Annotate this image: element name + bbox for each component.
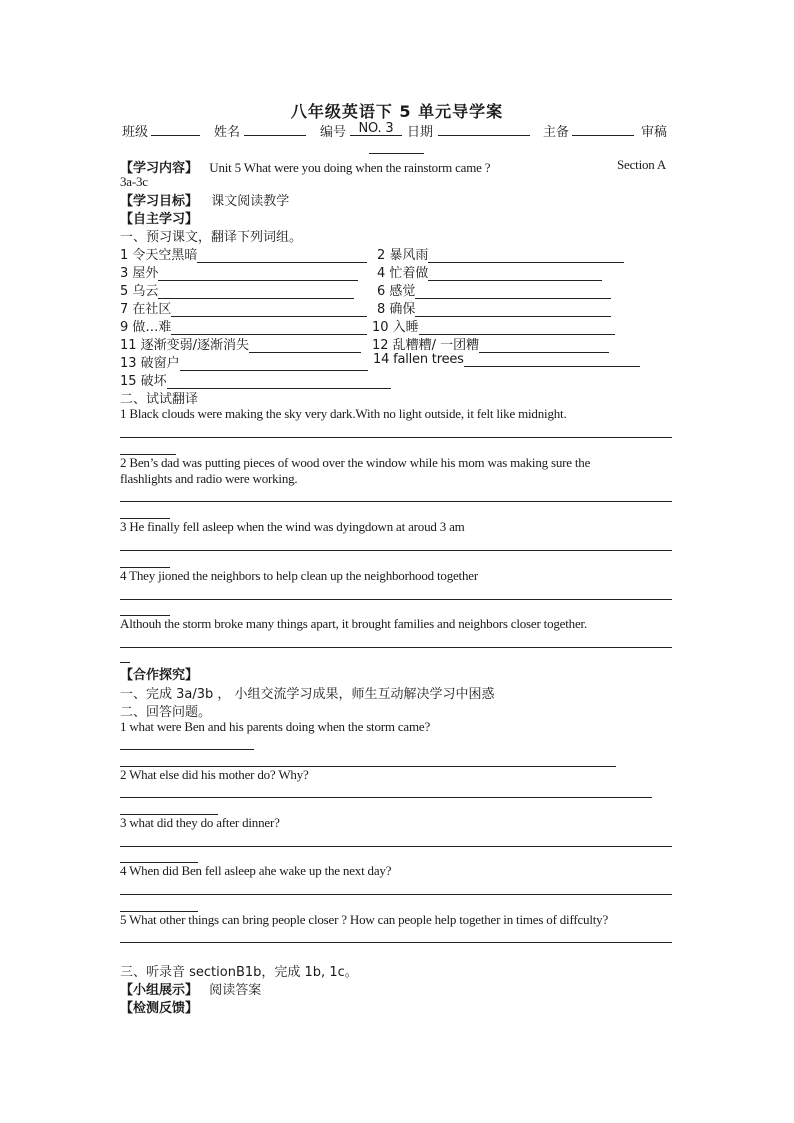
vocab-6: 6 感觉 xyxy=(377,280,611,299)
content-text: Unit 5 What were you doing when the rainstorm came ? xyxy=(209,160,491,175)
vocab-1: 1 令天空黑暗 xyxy=(120,244,367,263)
show-label: 【小组展示】 xyxy=(120,983,199,998)
vocab-7: 7 在社区 xyxy=(120,298,367,317)
goal-text: 课文阅读教学 xyxy=(211,194,290,209)
answer-line-4[interactable] xyxy=(120,599,672,600)
name-label: 姓名 xyxy=(214,125,241,140)
cooperation-label: 【合作探究】 xyxy=(120,668,199,683)
show-row xyxy=(120,979,261,998)
part2-title: 二、试试翻译 xyxy=(120,392,199,407)
preparer-label: 主备 xyxy=(543,125,570,140)
question-3: 3 what did they do after dinner? xyxy=(120,815,280,830)
sentence-2: 2 Ben’s dad was putting pieces of wood over the window while his mom was making sure the xyxy=(120,455,591,470)
self-study-label: 【自主学习】 xyxy=(120,212,199,227)
sentence-3: 3 He finally fell asleep when the wind was dyingdown at aroud 3 am xyxy=(120,519,465,534)
vocab-15-blank[interactable] xyxy=(167,376,391,389)
header-row xyxy=(122,121,682,141)
content-range: 3a-3c xyxy=(120,174,148,189)
preparer-blank[interactable] xyxy=(572,121,634,136)
content-row xyxy=(120,157,490,176)
reviewer-label: 审稿 xyxy=(641,125,668,140)
question-2: 2 What else did his mother do? Why? xyxy=(120,767,309,782)
content-section: Section A xyxy=(617,157,667,172)
question-4: 4 When did Ben fell asleep ahe wake up the next day? xyxy=(120,863,392,878)
vocab-10: 10 入睡 xyxy=(372,316,615,335)
answer-line-3[interactable] xyxy=(120,550,672,551)
vocab-3: 3 屋外 xyxy=(120,262,358,281)
cooperation-part3: 三、听录音 sectionB1b，完成 1b, 1c。 xyxy=(120,965,358,980)
vocab-12: 12 乱糟糟/ 一团糟 xyxy=(372,334,609,353)
goal-row xyxy=(120,190,289,209)
cooperation-part1: 一、完成 3a/3b ， 小组交流学习成果，师生互动解决学习中困惑 xyxy=(120,687,495,702)
answer-line-5[interactable] xyxy=(120,647,672,648)
answer-line-5b[interactable] xyxy=(120,662,130,663)
vocab-13: 13 破窗户 xyxy=(120,352,368,371)
feedback-label: 【检测反馈】 xyxy=(120,1001,199,1016)
answer-line-1[interactable] xyxy=(120,437,672,438)
vocab-5: 5 乌云 xyxy=(120,280,354,299)
vocab-11: 11 逐渐变弱/逐渐消失 xyxy=(120,334,361,353)
cooperation-part2: 二、回答问题。 xyxy=(120,705,212,720)
goal-label: 【学习目标】 xyxy=(120,194,199,209)
vocab-14: 14 fallen trees xyxy=(373,352,640,367)
vocab-8: 8 确保 xyxy=(377,298,611,317)
vocab-14-blank[interactable] xyxy=(464,354,640,367)
show-text: 阅读答案 xyxy=(209,983,262,998)
date-label: 日期 xyxy=(407,125,434,140)
question-2-answer[interactable] xyxy=(120,797,652,798)
sentence-2b: flashlights and radio were working. xyxy=(120,471,298,486)
date-blank[interactable] xyxy=(438,121,530,136)
class-label: 班级 xyxy=(122,125,149,140)
question-4-answer[interactable] xyxy=(120,894,672,895)
number-value: NO. 3 xyxy=(350,121,402,136)
question-1-answer[interactable] xyxy=(120,749,254,750)
vocab-2: 2 暴风雨 xyxy=(377,244,624,263)
reviewer-blank[interactable] xyxy=(369,153,424,154)
part1-title: 一、预习课文，翻译下列词组。 xyxy=(120,230,303,245)
sentence-5: Althouh the storm broke many things apart, it brought families and neighbors closer together. xyxy=(120,616,587,631)
page-title: 八年级英语下 5 单元导学案 xyxy=(290,102,504,121)
vocab-15: 15 破坏 xyxy=(120,370,391,389)
question-5-answer[interactable] xyxy=(120,942,672,943)
vocab-9: 9 做…难 xyxy=(120,316,367,335)
sentence-1: 1 Black clouds were making the sky very dark.With no light outside, it felt like midnight. xyxy=(120,406,567,421)
class-blank[interactable] xyxy=(151,121,200,136)
number-label: 编号 xyxy=(320,125,347,140)
answer-line-2[interactable] xyxy=(120,501,672,502)
question-3-answer[interactable] xyxy=(120,846,672,847)
question-5: 5 What other things can bring people closer ? How can people help together in times of diffculty? xyxy=(120,912,609,927)
sentence-4: 4 They jioned the neighbors to help clean up the neighborhood together xyxy=(120,568,478,583)
vocab-4: 4 忙着做 xyxy=(377,262,602,281)
question-1: 1 what were Ben and his parents doing when the storm came? xyxy=(120,719,431,734)
content-label: 【学习内容】 xyxy=(120,161,199,176)
name-blank[interactable] xyxy=(244,121,306,136)
